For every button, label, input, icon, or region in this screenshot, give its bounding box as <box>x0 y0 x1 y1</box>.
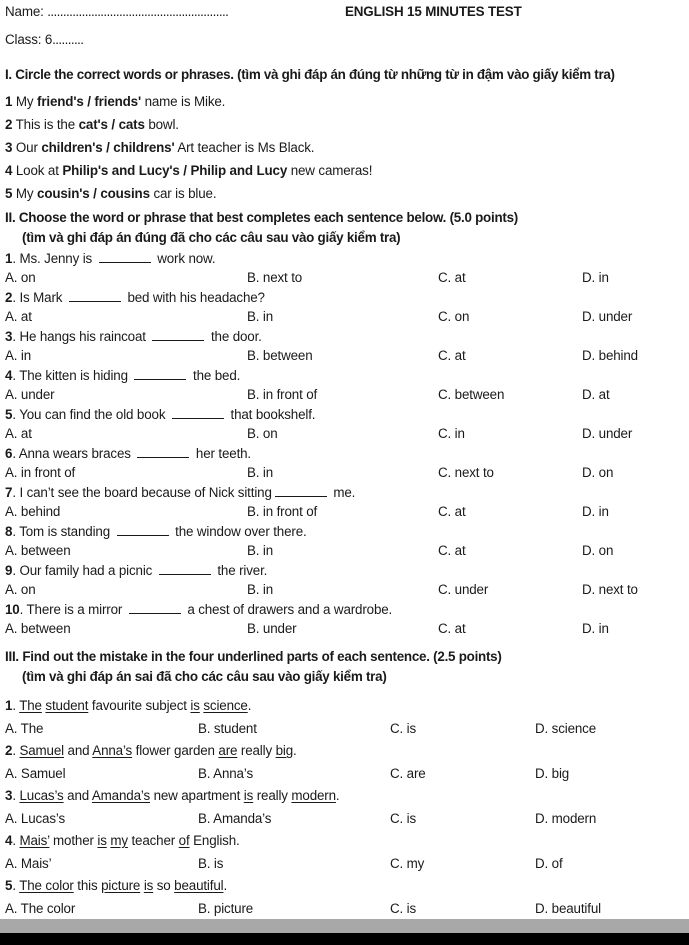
answer-option-b[interactable]: B. picture <box>198 901 254 916</box>
question-text: favourite subject <box>88 698 191 713</box>
item-text: new cameras! <box>287 163 373 178</box>
choice-separator: / <box>107 117 119 132</box>
question-text: English. <box>189 833 240 848</box>
answer-option-c[interactable]: C. at <box>438 348 466 363</box>
question-number: 5 <box>5 878 13 893</box>
item-text: Look at <box>12 163 63 178</box>
question-text: . <box>12 833 20 848</box>
question-number: 4 <box>5 368 13 383</box>
underlined-part: student <box>45 698 89 713</box>
part2-question <box>5 484 355 501</box>
question-text: so <box>153 878 175 893</box>
answer-option-d[interactable]: D. big <box>535 766 570 781</box>
question-text: . Tom is standing <box>12 524 114 539</box>
underlined-part: The <box>19 698 42 713</box>
part2-question <box>5 406 315 423</box>
question-text: the window over there. <box>171 524 307 539</box>
answer-option-c[interactable]: C. is <box>390 901 417 916</box>
item-text: name is Mike. <box>141 94 226 109</box>
choice-option-1[interactable]: Philip's and Lucy's <box>62 163 180 178</box>
question-text: new apartment <box>150 788 244 803</box>
part3-question <box>5 787 340 804</box>
question-text: . The kitten is hiding <box>12 368 132 383</box>
answer-option-a[interactable]: A. Lucas’s <box>5 811 66 826</box>
choice-separator: / <box>102 140 114 155</box>
answer-option-b[interactable]: B. Anna’s <box>198 766 253 781</box>
answer-blank[interactable] <box>275 484 327 497</box>
answer-option-a[interactable]: A. between <box>5 543 71 558</box>
question-number: 3 <box>5 329 13 344</box>
answer-option-b[interactable]: B. under <box>247 621 297 636</box>
answer-option-d[interactable]: D. in <box>582 504 609 519</box>
item-number: 4 <box>5 163 13 178</box>
answer-option-b[interactable]: B. student <box>198 721 257 736</box>
answer-option-d[interactable]: D. in <box>582 621 609 636</box>
answer-option-b[interactable]: B. in <box>247 309 274 324</box>
answer-option-d[interactable]: D. behind <box>582 348 638 363</box>
part2-question <box>5 445 251 462</box>
answer-blank[interactable] <box>117 523 169 536</box>
answer-option-b[interactable]: B. on <box>247 426 278 441</box>
question-text: this <box>73 878 102 893</box>
bottom-gray-bar <box>0 919 689 933</box>
question-text: . <box>12 743 20 758</box>
underlined-part: Amanda’s <box>91 788 150 803</box>
underlined-part: my <box>110 833 128 848</box>
part3-question <box>5 697 251 714</box>
choice-option-1[interactable]: cat's <box>78 117 108 132</box>
answer-option-c[interactable]: C. my <box>390 856 425 871</box>
answer-option-d[interactable]: D. at <box>582 387 610 402</box>
question-number: 1 <box>5 251 13 266</box>
choice-option-1[interactable]: friend's <box>37 94 84 109</box>
underlined-part: is <box>190 698 200 713</box>
choice-option-2[interactable]: childrens' <box>113 140 175 155</box>
question-text: . There is a mirror <box>19 602 126 617</box>
question-text: . <box>12 878 20 893</box>
answer-option-a[interactable]: A. Mais’ <box>5 856 52 871</box>
answer-option-d[interactable]: D. under <box>582 309 633 324</box>
name-label: Name: <box>5 4 48 19</box>
question-text: . <box>293 743 297 758</box>
underlined-part: of <box>178 833 190 848</box>
question-text: really <box>253 788 292 803</box>
question-text: . He hangs his raincoat <box>12 329 150 344</box>
question-text: and <box>63 743 93 758</box>
answer-option-c[interactable]: C. are <box>390 766 426 781</box>
underlined-part: Mais’ <box>19 833 50 848</box>
part2-question <box>5 523 307 540</box>
part3-question <box>5 832 240 849</box>
choice-option-2[interactable]: cats <box>118 117 145 132</box>
answer-blank[interactable] <box>69 289 121 302</box>
answer-option-c[interactable]: C. next to <box>438 465 494 480</box>
answer-option-d[interactable]: D. next to <box>582 582 638 597</box>
answer-blank[interactable] <box>137 445 189 458</box>
answer-option-b[interactable]: B. next to <box>247 270 303 285</box>
answer-option-c[interactable]: C. at <box>438 621 466 636</box>
question-number: 2 <box>5 743 13 758</box>
answer-option-d[interactable]: D. science <box>535 721 597 736</box>
underlined-part: is <box>243 788 254 803</box>
item-number: 3 <box>5 140 13 155</box>
question-text: . Ms. Jenny is <box>12 251 96 266</box>
question-text: the door. <box>207 329 262 344</box>
bottom-black-bar <box>0 933 689 945</box>
question-text: teacher <box>127 833 179 848</box>
question-number: 5 <box>5 407 13 422</box>
answer-option-c[interactable]: C. in <box>438 426 465 441</box>
question-number: 4 <box>5 833 13 848</box>
question-text: . Is Mark <box>12 290 66 305</box>
answer-blank[interactable] <box>159 562 211 575</box>
part2-question <box>5 367 240 384</box>
answer-option-a[interactable]: A. on <box>5 270 36 285</box>
part2-question <box>5 562 267 579</box>
question-text: . I can’t see the board because of Nick sitting <box>12 485 272 500</box>
answer-option-d[interactable]: D. of <box>535 856 563 871</box>
part2-heading: II. Choose the word or phrase that best completes each sentence below. (5.0 points) <box>5 210 519 225</box>
answer-option-c[interactable]: C. at <box>438 543 466 558</box>
question-text: really <box>237 743 276 758</box>
answer-option-c[interactable]: C. is <box>390 721 417 736</box>
question-text: the bed. <box>189 368 241 383</box>
answer-option-c[interactable]: C. is <box>390 811 417 826</box>
class-dots: .......... <box>52 32 84 47</box>
part3-heading: III. Find out the mistake in the four underlined parts of each sentence. (2.5 points) <box>5 649 502 664</box>
document-title: ENGLISH 15 MINUTES TEST <box>345 4 522 19</box>
question-number: 9 <box>5 563 13 578</box>
question-number: 1 <box>5 698 13 713</box>
question-text: . Anna wears braces <box>12 446 135 461</box>
part2-question <box>5 328 262 345</box>
part1-item <box>5 116 179 133</box>
underlined-part: modern <box>291 788 336 803</box>
underlined-part: The color <box>19 878 74 893</box>
item-text: This is the <box>12 117 79 132</box>
question-text: work now. <box>153 251 216 266</box>
question-number: 10 <box>5 602 20 617</box>
choice-option-2[interactable]: Philip and Lucy <box>190 163 288 178</box>
part1-heading: I. Circle the correct words or phrases. (tìm và ghi đáp án đúng từ những từ in đậm vào giấy kiểm tra) <box>5 67 615 82</box>
question-text: . <box>12 788 20 803</box>
answer-option-a[interactable]: A. between <box>5 621 71 636</box>
underlined-part: Lucas’s <box>19 788 64 803</box>
question-text: bed with his headache? <box>123 290 265 305</box>
answer-option-d[interactable]: D. under <box>582 426 633 441</box>
name-dots: .......................................................... <box>47 4 229 19</box>
question-text: . <box>12 698 20 713</box>
answer-option-b[interactable]: B. in front of <box>247 504 318 519</box>
answer-option-a[interactable]: A. on <box>5 582 36 597</box>
answer-blank[interactable] <box>152 328 204 341</box>
answer-option-b[interactable]: B. in front of <box>247 387 318 402</box>
answer-blank[interactable] <box>99 250 151 263</box>
answer-option-d[interactable]: D. beautiful <box>535 901 601 916</box>
question-text: mother <box>49 833 98 848</box>
underlined-part: beautiful <box>174 878 224 893</box>
class-label: Class: 6 <box>5 32 53 47</box>
choice-option-1[interactable]: children's <box>41 140 103 155</box>
part2-subheading: (tìm và ghi đáp án đúng đã cho các câu sau vào giấy kiểm tra) <box>22 230 401 245</box>
answer-option-a[interactable]: A. The <box>5 721 44 736</box>
class-field-line <box>5 31 83 48</box>
answer-option-a[interactable]: A. under <box>5 387 55 402</box>
question-text: . Our family had a picnic <box>12 563 156 578</box>
part3-question <box>5 877 227 894</box>
answer-option-b[interactable]: B. in <box>247 465 274 480</box>
answer-option-b[interactable]: B. is <box>198 856 224 871</box>
underlined-part: are <box>218 743 238 758</box>
answer-option-c[interactable]: C. under <box>438 582 489 597</box>
underlined-part: science <box>203 698 248 713</box>
question-text: flower garden <box>132 743 219 758</box>
answer-blank[interactable] <box>172 406 224 419</box>
question-text: . You can find the old book <box>12 407 169 422</box>
part1-item <box>5 185 216 202</box>
question-text: me. <box>329 485 356 500</box>
underlined-part: is <box>143 878 154 893</box>
question-text: . <box>223 878 228 893</box>
part3-subheading: (tìm và ghi đáp án sai đã cho các câu sau vào giấy kiểm tra) <box>22 669 387 684</box>
choice-separator: / <box>83 94 95 109</box>
item-text: car is blue. <box>149 186 217 201</box>
answer-option-c[interactable]: C. between <box>438 387 505 402</box>
part3-question <box>5 742 297 759</box>
question-number: 8 <box>5 524 13 539</box>
question-text: a chest of drawers and a wardrobe. <box>183 602 393 617</box>
choice-separator: / <box>179 163 191 178</box>
part2-question <box>5 289 265 306</box>
part2-question <box>5 250 215 267</box>
question-text: . <box>247 698 252 713</box>
part2-question <box>5 601 392 618</box>
question-text: the river. <box>213 563 268 578</box>
question-text: that bookshelf. <box>226 407 316 422</box>
question-number: 2 <box>5 290 13 305</box>
question-number: 6 <box>5 446 13 461</box>
item-text: Art teacher is Ms Black. <box>174 140 315 155</box>
item-text: bowl. <box>144 117 179 132</box>
underlined-part: big <box>275 743 293 758</box>
answer-option-c[interactable]: C. on <box>438 309 470 324</box>
answer-option-b[interactable]: B. Amanda’s <box>198 811 272 826</box>
answer-option-c[interactable]: C. at <box>438 270 466 285</box>
question-number: 3 <box>5 788 13 803</box>
question-text: . <box>335 788 340 803</box>
answer-option-d[interactable]: D. on <box>582 543 614 558</box>
question-text: her teeth. <box>192 446 252 461</box>
choice-option-2[interactable]: friends' <box>94 94 142 109</box>
item-text: My <box>12 94 38 109</box>
question-number: 7 <box>5 485 13 500</box>
answer-option-a[interactable]: A. in front of <box>5 465 76 480</box>
part1-item <box>5 139 314 156</box>
item-text: Our <box>12 140 42 155</box>
choice-separator: / <box>89 186 101 201</box>
answer-option-d[interactable]: D. in <box>582 270 609 285</box>
answer-option-a[interactable]: A. in <box>5 348 32 363</box>
answer-option-a[interactable]: A. The color <box>5 901 76 916</box>
answer-option-b[interactable]: B. between <box>247 348 313 363</box>
answer-option-d[interactable]: D. on <box>582 465 614 480</box>
question-text: and <box>63 788 92 803</box>
underlined-part: Anna’s <box>92 743 133 758</box>
answer-option-d[interactable]: D. modern <box>535 811 597 826</box>
choice-option-2[interactable]: cousins <box>100 186 150 201</box>
choice-option-1[interactable]: cousin's <box>37 186 90 201</box>
underlined-part: picture <box>101 878 141 893</box>
part1-item <box>5 162 372 179</box>
part1-item <box>5 93 225 110</box>
item-number: 5 <box>5 186 13 201</box>
answer-option-b[interactable]: B. in <box>247 543 274 558</box>
item-number: 2 <box>5 117 13 132</box>
item-number: 1 <box>5 94 13 109</box>
underlined-part: Samuel <box>19 743 64 758</box>
answer-option-a[interactable]: A. Samuel <box>5 766 66 781</box>
answer-option-a[interactable]: A. at <box>5 309 32 324</box>
item-text: My <box>12 186 38 201</box>
answer-option-c[interactable]: C. at <box>438 504 466 519</box>
answer-option-a[interactable]: A. at <box>5 426 32 441</box>
answer-blank[interactable] <box>134 367 186 380</box>
underlined-part: is <box>97 833 107 848</box>
answer-blank[interactable] <box>129 601 181 614</box>
answer-option-b[interactable]: B. in <box>247 582 274 597</box>
answer-option-a[interactable]: A. behind <box>5 504 61 519</box>
name-field-line <box>5 3 228 20</box>
